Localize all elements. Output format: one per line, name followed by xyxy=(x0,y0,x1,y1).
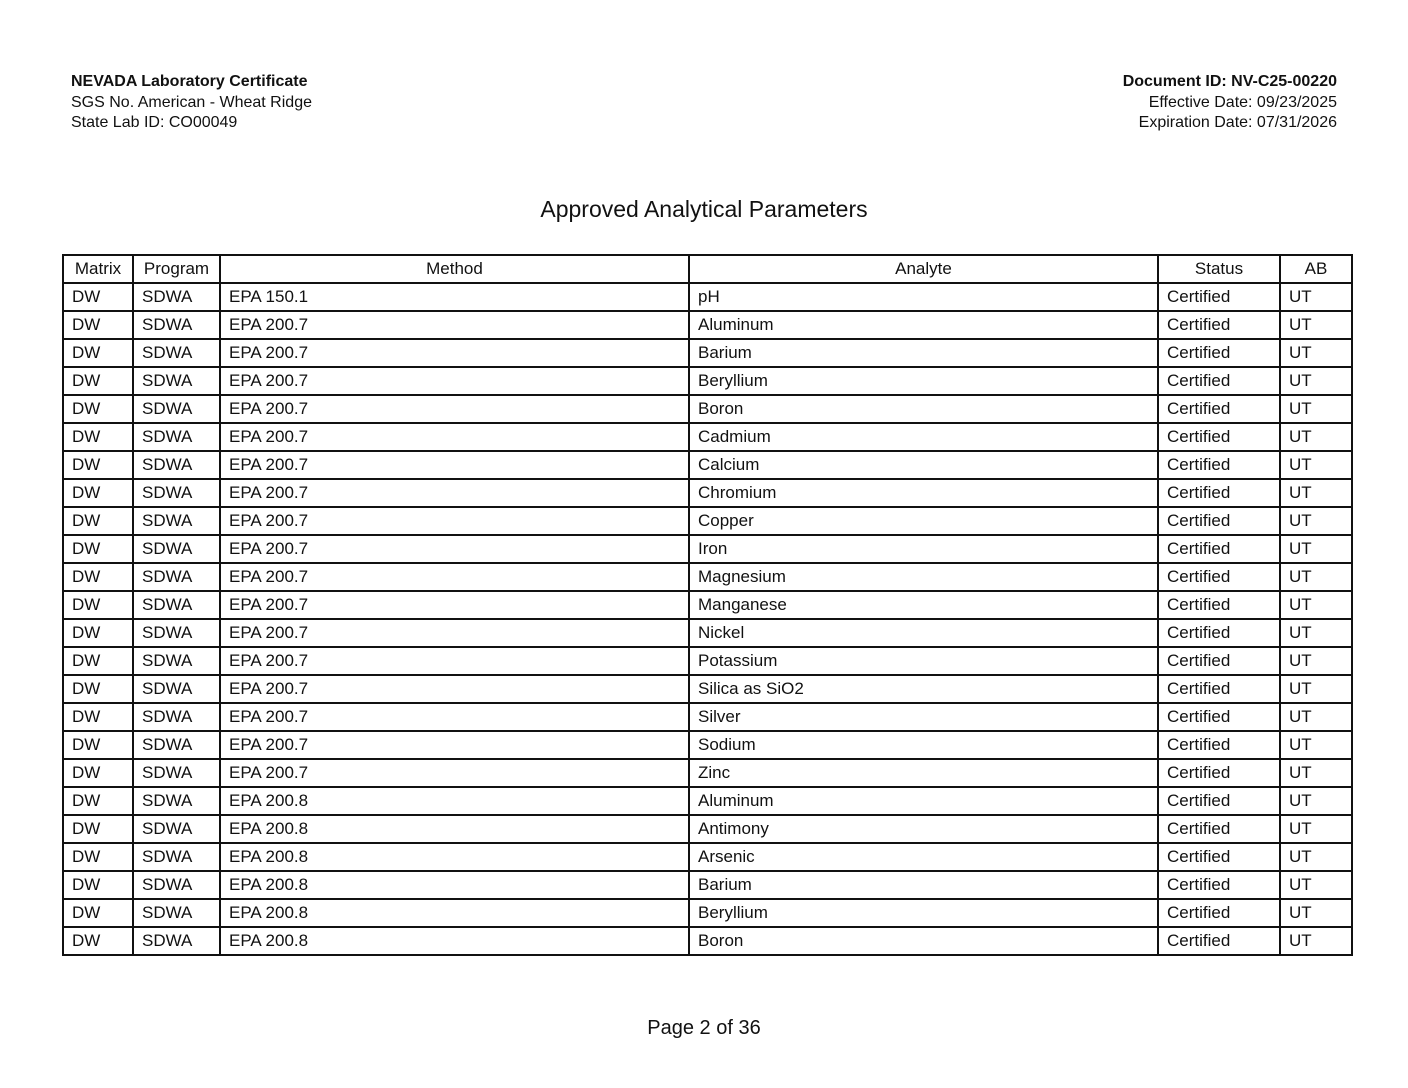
table-row xyxy=(63,535,1352,563)
program-cell: SDWA xyxy=(133,423,220,451)
ab-cell: UT xyxy=(1280,815,1352,843)
method-cell: EPA 200.7 xyxy=(220,311,689,339)
table-row xyxy=(63,815,1352,843)
method-cell: EPA 200.7 xyxy=(220,647,689,675)
matrix-cell: DW xyxy=(63,787,133,815)
status-cell: Certified xyxy=(1158,871,1280,899)
ab-cell: UT xyxy=(1280,731,1352,759)
matrix-cell: DW xyxy=(63,703,133,731)
method-cell: EPA 200.8 xyxy=(220,871,689,899)
analyte-cell: Barium xyxy=(689,339,1158,367)
status-cell: Certified xyxy=(1158,311,1280,339)
page-title: Approved Analytical Parameters xyxy=(540,196,868,222)
ab-cell: UT xyxy=(1280,619,1352,647)
table-row xyxy=(63,423,1352,451)
method-cell: EPA 200.7 xyxy=(220,759,689,787)
analyte-cell: Potassium xyxy=(689,647,1158,675)
table-row xyxy=(63,927,1352,955)
table-row xyxy=(63,703,1352,731)
method-cell: EPA 200.8 xyxy=(220,899,689,927)
method-cell: EPA 200.8 xyxy=(220,815,689,843)
ab-cell: UT xyxy=(1280,899,1352,927)
parameters-table xyxy=(62,254,1353,956)
matrix-cell: DW xyxy=(63,563,133,591)
table-row xyxy=(63,451,1352,479)
matrix-cell: DW xyxy=(63,815,133,843)
matrix-cell: DW xyxy=(63,871,133,899)
matrix-cell: DW xyxy=(63,591,133,619)
program-cell: SDWA xyxy=(133,507,220,535)
certificate-title: NEVADA Laboratory Certificate xyxy=(71,73,308,90)
method-cell: EPA 200.7 xyxy=(220,423,689,451)
program-cell: SDWA xyxy=(133,619,220,647)
program-cell: SDWA xyxy=(133,283,220,311)
matrix-cell: DW xyxy=(63,759,133,787)
ab-cell: UT xyxy=(1280,759,1352,787)
ab-cell: UT xyxy=(1280,647,1352,675)
method-cell: EPA 200.7 xyxy=(220,451,689,479)
matrix-cell: DW xyxy=(63,395,133,423)
table-row xyxy=(63,619,1352,647)
matrix-cell: DW xyxy=(63,731,133,759)
page-number: Page 2 of 36 xyxy=(647,1017,761,1039)
status-cell: Certified xyxy=(1158,647,1280,675)
program-cell: SDWA xyxy=(133,367,220,395)
ab-cell: UT xyxy=(1280,563,1352,591)
program-cell: SDWA xyxy=(133,535,220,563)
matrix-cell: DW xyxy=(63,479,133,507)
expiration-date: Expiration Date: 07/31/2026 xyxy=(1138,114,1337,131)
method-cell: EPA 200.8 xyxy=(220,927,689,955)
table-body xyxy=(63,283,1352,955)
status-cell: Certified xyxy=(1158,367,1280,395)
analyte-cell: Boron xyxy=(689,395,1158,423)
method-cell: EPA 200.7 xyxy=(220,535,689,563)
method-cell: EPA 200.7 xyxy=(220,395,689,423)
column-header-matrix: Matrix xyxy=(63,255,133,283)
program-cell: SDWA xyxy=(133,787,220,815)
matrix-cell: DW xyxy=(63,927,133,955)
status-cell: Certified xyxy=(1158,283,1280,311)
ab-cell: UT xyxy=(1280,591,1352,619)
program-cell: SDWA xyxy=(133,731,220,759)
matrix-cell: DW xyxy=(63,283,133,311)
effective-date: Effective Date: 09/23/2025 xyxy=(1148,93,1337,111)
table-header-row xyxy=(63,255,1352,283)
status-cell: Certified xyxy=(1158,451,1280,479)
ab-cell: UT xyxy=(1280,311,1352,339)
program-cell: SDWA xyxy=(133,759,220,787)
status-cell: Certified xyxy=(1158,507,1280,535)
method-cell: EPA 200.7 xyxy=(220,619,689,647)
analyte-cell: Sodium xyxy=(689,731,1158,759)
method-cell: EPA 150.1 xyxy=(220,283,689,311)
analyte-cell: pH xyxy=(689,283,1158,311)
status-cell: Certified xyxy=(1158,759,1280,787)
matrix-cell: DW xyxy=(63,843,133,871)
program-cell: SDWA xyxy=(133,927,220,955)
status-cell: Certified xyxy=(1158,479,1280,507)
analyte-cell: Aluminum xyxy=(689,787,1158,815)
status-cell: Certified xyxy=(1158,395,1280,423)
matrix-cell: DW xyxy=(63,367,133,395)
program-cell: SDWA xyxy=(133,815,220,843)
analyte-cell: Barium xyxy=(689,871,1158,899)
status-cell: Certified xyxy=(1158,899,1280,927)
analyte-cell: Arsenic xyxy=(689,843,1158,871)
ab-cell: UT xyxy=(1280,507,1352,535)
program-cell: SDWA xyxy=(133,339,220,367)
matrix-cell: DW xyxy=(63,311,133,339)
analyte-cell: Calcium xyxy=(689,451,1158,479)
matrix-cell: DW xyxy=(63,535,133,563)
method-cell: EPA 200.8 xyxy=(220,787,689,815)
analyte-cell: Chromium xyxy=(689,479,1158,507)
ab-cell: UT xyxy=(1280,535,1352,563)
status-cell: Certified xyxy=(1158,535,1280,563)
ab-cell: UT xyxy=(1280,703,1352,731)
table-row xyxy=(63,339,1352,367)
status-cell: Certified xyxy=(1158,731,1280,759)
matrix-cell: DW xyxy=(63,451,133,479)
column-header-method: Method xyxy=(220,255,689,283)
analyte-cell: Silver xyxy=(689,703,1158,731)
table-row xyxy=(63,283,1352,311)
analyte-cell: Boron xyxy=(689,927,1158,955)
column-header-status: Status xyxy=(1158,255,1280,283)
program-cell: SDWA xyxy=(133,479,220,507)
analyte-cell: Aluminum xyxy=(689,311,1158,339)
method-cell: EPA 200.7 xyxy=(220,675,689,703)
ab-cell: UT xyxy=(1280,395,1352,423)
analyte-cell: Manganese xyxy=(689,591,1158,619)
table-row xyxy=(63,395,1352,423)
program-cell: SDWA xyxy=(133,871,220,899)
matrix-cell: DW xyxy=(63,339,133,367)
analyte-cell: Zinc xyxy=(689,759,1158,787)
table-row xyxy=(63,759,1352,787)
matrix-cell: DW xyxy=(63,423,133,451)
method-cell: EPA 200.7 xyxy=(220,507,689,535)
state-lab-id: State Lab ID: CO00049 xyxy=(71,114,238,131)
column-header-program: Program xyxy=(133,255,220,283)
table-row xyxy=(63,675,1352,703)
table-row xyxy=(63,367,1352,395)
status-cell: Certified xyxy=(1158,787,1280,815)
analyte-cell: Nickel xyxy=(689,619,1158,647)
ab-cell: UT xyxy=(1280,423,1352,451)
method-cell: EPA 200.7 xyxy=(220,563,689,591)
program-cell: SDWA xyxy=(133,563,220,591)
analyte-cell: Copper xyxy=(689,507,1158,535)
program-cell: SDWA xyxy=(133,451,220,479)
table-row xyxy=(63,787,1352,815)
matrix-cell: DW xyxy=(63,507,133,535)
program-cell: SDWA xyxy=(133,311,220,339)
status-cell: Certified xyxy=(1158,927,1280,955)
status-cell: Certified xyxy=(1158,815,1280,843)
program-cell: SDWA xyxy=(133,843,220,871)
column-header-analyte: Analyte xyxy=(689,255,1158,283)
status-cell: Certified xyxy=(1158,591,1280,619)
program-cell: SDWA xyxy=(133,591,220,619)
program-cell: SDWA xyxy=(133,899,220,927)
ab-cell: UT xyxy=(1280,367,1352,395)
method-cell: EPA 200.7 xyxy=(220,703,689,731)
program-cell: SDWA xyxy=(133,675,220,703)
status-cell: Certified xyxy=(1158,339,1280,367)
table-row xyxy=(63,591,1352,619)
analyte-cell: Antimony xyxy=(689,815,1158,843)
status-cell: Certified xyxy=(1158,423,1280,451)
header-right xyxy=(1123,72,1337,134)
document-id: Document ID: NV-C25-00220 xyxy=(1122,73,1337,90)
program-cell: SDWA xyxy=(133,395,220,423)
table-row xyxy=(63,843,1352,871)
ab-cell: UT xyxy=(1280,927,1352,955)
ab-cell: UT xyxy=(1280,339,1352,367)
matrix-cell: DW xyxy=(63,899,133,927)
table-row xyxy=(63,647,1352,675)
status-cell: Certified xyxy=(1158,619,1280,647)
method-cell: EPA 200.7 xyxy=(220,367,689,395)
analyte-cell: Magnesium xyxy=(689,563,1158,591)
method-cell: EPA 200.7 xyxy=(220,479,689,507)
ab-cell: UT xyxy=(1280,787,1352,815)
ab-cell: UT xyxy=(1280,843,1352,871)
table-row xyxy=(63,731,1352,759)
table-row xyxy=(63,871,1352,899)
program-cell: SDWA xyxy=(133,703,220,731)
ab-cell: UT xyxy=(1280,283,1352,311)
program-cell: SDWA xyxy=(133,647,220,675)
table-row xyxy=(63,507,1352,535)
ab-cell: UT xyxy=(1280,675,1352,703)
method-cell: EPA 200.7 xyxy=(220,591,689,619)
matrix-cell: DW xyxy=(63,619,133,647)
analyte-cell: Beryllium xyxy=(689,899,1158,927)
table-row xyxy=(63,563,1352,591)
table-row xyxy=(63,479,1352,507)
ab-cell: UT xyxy=(1280,871,1352,899)
ab-cell: UT xyxy=(1280,451,1352,479)
status-cell: Certified xyxy=(1158,703,1280,731)
analyte-cell: Silica as SiO2 xyxy=(689,675,1158,703)
column-header-ab: AB xyxy=(1280,255,1352,283)
method-cell: EPA 200.7 xyxy=(220,339,689,367)
method-cell: EPA 200.7 xyxy=(220,731,689,759)
analyte-cell: Cadmium xyxy=(689,423,1158,451)
method-cell: EPA 200.8 xyxy=(220,843,689,871)
status-cell: Certified xyxy=(1158,675,1280,703)
header-left xyxy=(71,72,312,134)
matrix-cell: DW xyxy=(63,675,133,703)
matrix-cell: DW xyxy=(63,647,133,675)
table-row xyxy=(63,899,1352,927)
analyte-cell: Beryllium xyxy=(689,367,1158,395)
status-cell: Certified xyxy=(1158,563,1280,591)
analyte-cell: Iron xyxy=(689,535,1158,563)
status-cell: Certified xyxy=(1158,843,1280,871)
lab-name: SGS No. American - Wheat Ridge xyxy=(71,93,312,111)
ab-cell: UT xyxy=(1280,479,1352,507)
table-row xyxy=(63,311,1352,339)
